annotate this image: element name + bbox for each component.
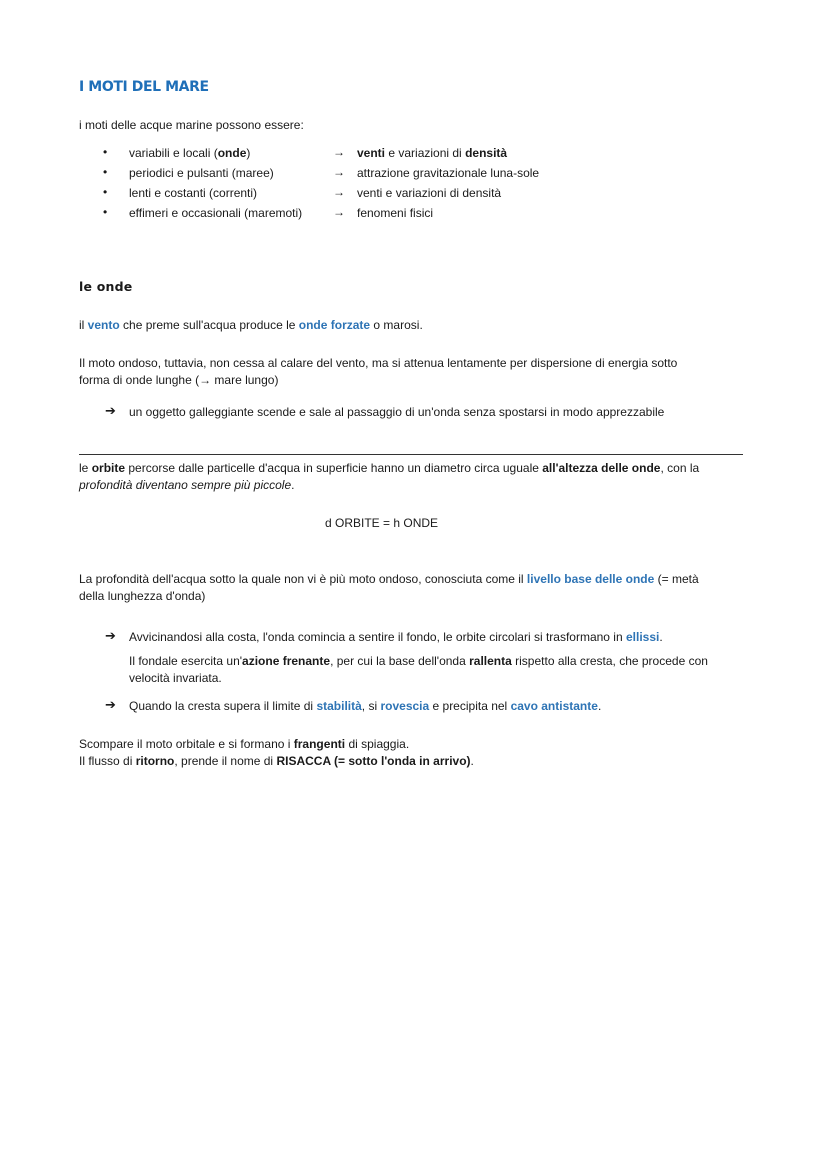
bold-arrow-icon: ➔: [105, 403, 116, 418]
bullet-icon: •: [103, 185, 108, 199]
paragraph-vento: il vento che preme sull'acqua produce le onde forzate o marosi.: [79, 318, 423, 332]
divider: [79, 454, 743, 455]
paragraph-orbite-line2: profondità diventano sempre più piccole.: [79, 478, 295, 492]
paragraph-livello-line1: La profondità dell'acqua sotto la quale non vi è più moto ondoso, conosciuta come il livello base delle onde (= metà: [79, 572, 699, 586]
bullet-icon: •: [103, 165, 108, 179]
paragraph-galleggiante: un oggetto galleggiante scende e sale al passaggio di un'onda senza spostarsi in modo apprezzabile: [129, 405, 665, 419]
motion-4-effect: fenomeni fisici: [357, 206, 434, 220]
arrow-icon: →: [333, 165, 345, 179]
paragraph-frangenti: Scompare il moto orbitale e si formano i frangenti di spiaggia.: [79, 737, 410, 751]
motion-1-effect: venti e variazioni di densità: [357, 146, 508, 160]
paragraph-livello-line2: della lunghezza d'onda): [79, 589, 206, 603]
motion-3-cause: lenti e costanti (correnti): [129, 186, 258, 200]
intro-text: i moti delle acque marine possono essere:: [79, 118, 304, 132]
paragraph-cresta: Quando la cresta supera il limite di stabilità, si rovescia e precipita nel cavo antistante.: [129, 699, 602, 713]
formula: d ORBITE = h ONDE: [325, 516, 439, 530]
bold-arrow-icon: ➔: [105, 628, 116, 643]
page-title: I MOTI DEL MARE: [79, 79, 209, 95]
paragraph-costa: Avvicinandosi alla costa, l'onda comincia a sentire il fondo, le orbite circolari si trasformano in ellissi.: [129, 630, 663, 644]
arrow-icon: →: [333, 205, 345, 219]
motion-3-effect: venti e variazioni di densità: [357, 186, 502, 200]
motion-1-cause: variabili e locali (onde): [129, 146, 251, 160]
motion-2-cause: periodici e pulsanti (maree): [129, 166, 274, 180]
paragraph-fondale-line1: Il fondale esercita un'azione frenante, per cui la base dell'onda rallenta rispetto alla cresta, che procede con: [129, 654, 708, 668]
paragraph-moto-line2: forma di onde lunghe (→ mare lungo): [79, 373, 279, 387]
paragraph-risacca: Il flusso di ritorno, prende il nome di RISACCA (= sotto l'onda in arrivo).: [79, 754, 474, 768]
paragraph-fondale-line2: velocità invariata.: [129, 671, 222, 685]
bullet-icon: •: [103, 145, 108, 159]
motion-4-cause: effimeri e occasionali (maremoti): [129, 206, 303, 220]
arrow-icon: →: [333, 145, 345, 159]
paragraph-moto-line1: Il moto ondoso, tuttavia, non cessa al calare del vento, ma si attenua lentamente per dispersione di energia sotto: [79, 356, 678, 370]
paragraph-orbite-line1: le orbite percorse dalle particelle d'acqua in superficie hanno un diametro circa uguale all'altezza delle onde, con la: [79, 461, 700, 475]
bullet-icon: •: [103, 205, 108, 219]
motion-2-effect: attrazione gravitazionale luna-sole: [357, 166, 540, 180]
section-title-onde: le onde: [79, 279, 133, 294]
bold-arrow-icon: ➔: [105, 697, 116, 712]
arrow-icon: →: [333, 185, 345, 199]
